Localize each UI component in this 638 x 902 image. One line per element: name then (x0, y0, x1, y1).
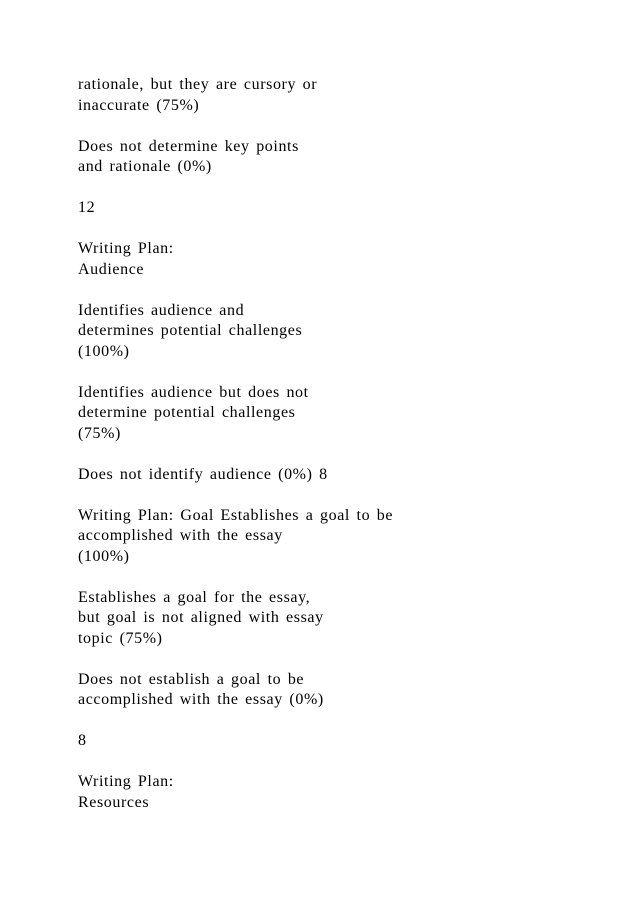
text-line: Identifies audience and (78, 301, 245, 319)
text-line: inaccurate (75%) (78, 96, 200, 114)
text-line: Writing Plan: Goal Establishes a goal to be (78, 506, 394, 524)
text-line: Establishes a goal for the essay, (78, 588, 311, 606)
document-body (78, 75, 598, 834)
criterion-heading-resources (78, 772, 598, 813)
text-line: Does not establish a goal to be (78, 670, 305, 688)
text-line: and rationale (0%) (78, 158, 212, 175)
text-line: Audience (78, 260, 145, 278)
text-line: rationale, but they are cursory or (78, 76, 318, 93)
text-line: determines potential challenges (78, 322, 303, 339)
criterion-heading-goal (78, 506, 598, 568)
points-value (78, 731, 598, 752)
text-line: Does not determine key points (78, 137, 299, 155)
points-value (78, 198, 598, 219)
text-line: accomplished with the essay (78, 527, 283, 544)
paragraph-rationale-cursory (78, 75, 598, 116)
paragraph-goal-0 (78, 670, 598, 711)
text-line: accomplished with the essay (0%) (78, 691, 324, 708)
text-line: but goal is not aligned with essay (78, 609, 324, 626)
text-line: Writing Plan: (78, 240, 174, 257)
paragraph-audience-75 (78, 383, 598, 445)
text-line: (100%) (78, 547, 130, 565)
text-line: Writing Plan: (78, 773, 174, 790)
paragraph-audience-100 (78, 301, 598, 363)
text-line: determine potential challenges (78, 404, 296, 421)
text-line: (100%) (78, 342, 130, 360)
text-line: 12 (78, 199, 96, 216)
paragraph-goal-75 (78, 588, 598, 650)
text-line: Identifies audience but does not (78, 383, 309, 401)
criterion-heading-audience (78, 239, 598, 280)
text-line: topic (75%) (78, 629, 163, 647)
text-line: Does not identify audience (0%) 8 (78, 465, 328, 483)
paragraph-no-key-points (78, 137, 598, 178)
text-line: 8 (78, 732, 87, 749)
text-line: (75%) (78, 424, 121, 442)
paragraph-audience-0 (78, 465, 598, 486)
text-line: Resources (78, 793, 150, 811)
